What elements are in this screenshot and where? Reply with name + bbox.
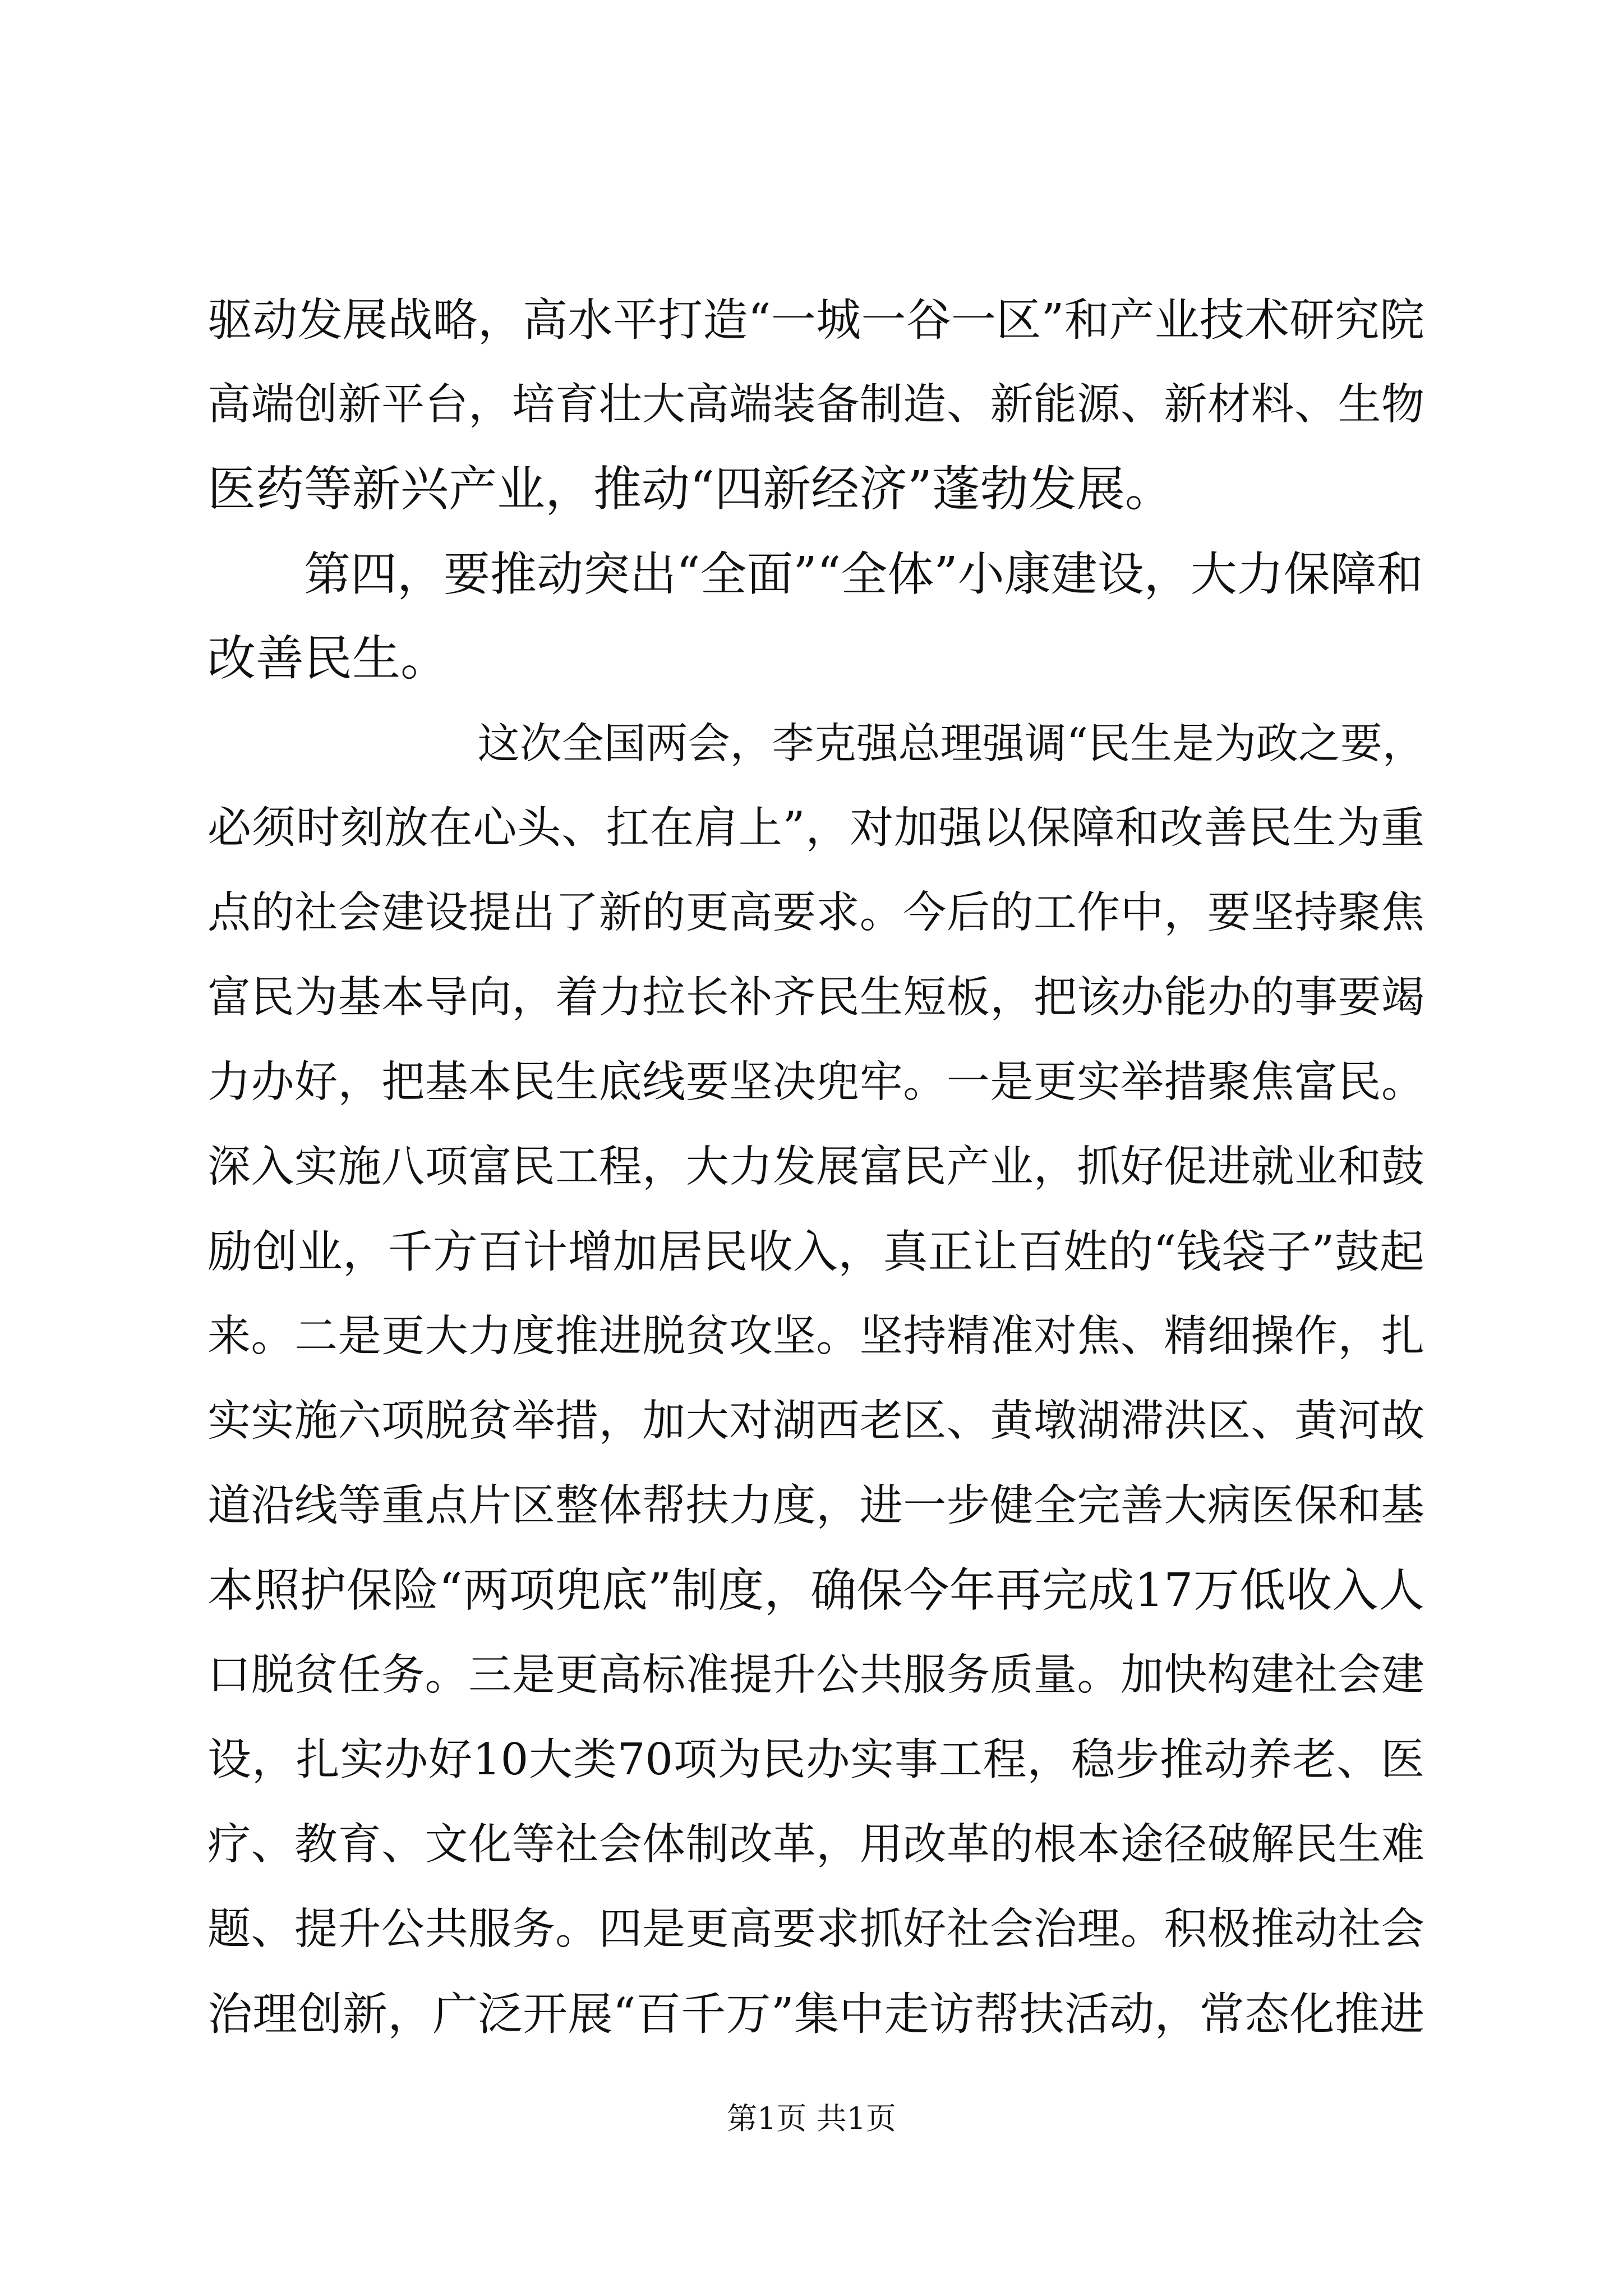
text-line: 富民为基本导向，着力拉长补齐民生短板，把该办能办的事要竭 bbox=[208, 973, 1424, 1023]
text-line: 道沿线等重点片区整体帮扶力度，进一步健全完善大病医保和基 bbox=[208, 1481, 1424, 1531]
text-line: 必须时刻放在心头、扛在肩上”，对加强以保障和改善民生为重 bbox=[208, 803, 1424, 853]
text-line: 深入实施八项富民工程，大力发展富民产业，抓好促进就业和鼓 bbox=[208, 1142, 1424, 1192]
text-line: 来。二是更大力度推进脱贫攻坚。坚持精准对焦、精细操作，扎 bbox=[208, 1312, 1424, 1361]
text-line: 疗、教育、文化等社会体制改革，用改革的根本途径破解民生难 bbox=[208, 1820, 1424, 1870]
text-line: 改善民生。 bbox=[208, 631, 449, 687]
text-line: 设，扎实办好10大类70项为民办实事工程，稳步推动养老、医 bbox=[208, 1734, 1424, 1785]
text-line: 这次全国两会，李克强总理强调“民生是为政之要， bbox=[477, 719, 1424, 768]
text-line: 题、提升公共服务。四是更高要求抓好社会治理。积极推动社会 bbox=[208, 1904, 1424, 1954]
text-line: 口脱贫任务。三是更高标准提升公共服务质量。加快构建社会建 bbox=[208, 1650, 1424, 1700]
body-text bbox=[208, 278, 1424, 2056]
text-line: 励创业，千方百计增加居民收入，真正让百姓的“钱袋子”鼓起 bbox=[208, 1226, 1424, 1278]
text-line: 驱动发展战略，高水平打造“一城一谷一区”和产业技术研究院 bbox=[208, 294, 1424, 346]
text-line: 治理创新，广泛开展“百千万”集中走访帮扶活动，常态化推进 bbox=[208, 1988, 1424, 2040]
text-line: 高端创新平台，培育壮大高端装备制造、新能源、新材料、生物 bbox=[208, 380, 1424, 430]
text-line: 点的社会建设提出了新的更高要求。今后的工作中，要坚持聚焦 bbox=[208, 888, 1424, 938]
text-line: 医药等新兴产业，推动“四新经济”蓬勃发展。 bbox=[208, 461, 1173, 517]
text-line: 力办好，把基本民生底线要坚决兜牢。一是更实举措聚焦富民。 bbox=[208, 1057, 1424, 1107]
text-line: 第四，要推动突出“全面”“全体”小康建设，大力保障和 bbox=[304, 547, 1423, 601]
text-line: 实实施六项脱贫举措，加大对湖西老区、黄墩湖滞洪区、黄河故 bbox=[208, 1396, 1424, 1446]
text-line: 本照护保险“两项兜底”制度，确保今年再完成17万低收入人 bbox=[208, 1564, 1424, 1617]
page-footer: 第1页 共1页 bbox=[727, 2101, 896, 2136]
